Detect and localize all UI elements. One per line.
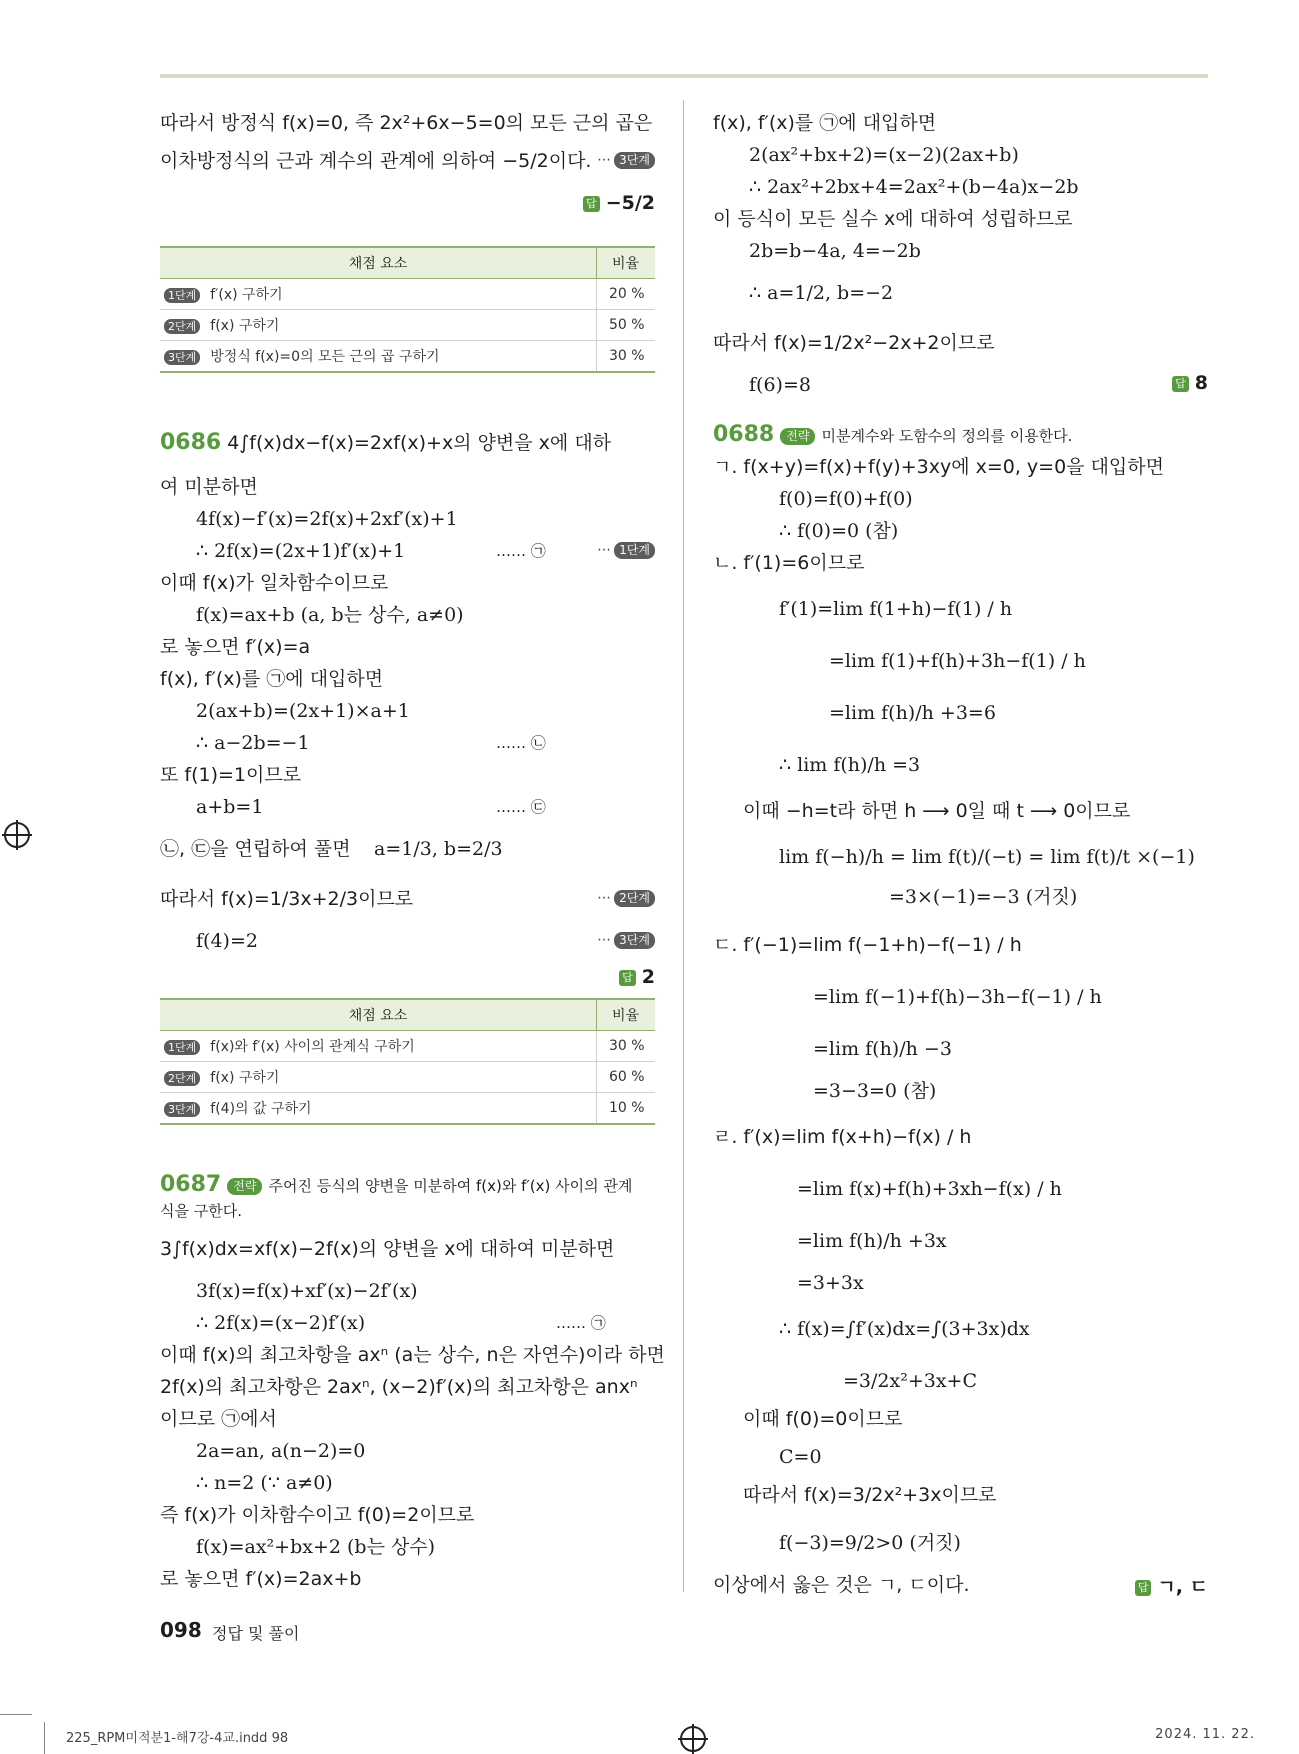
solution-text: 이때 f(0)=0이므로	[743, 1408, 903, 1430]
equation: ∴ 2f(x)=(x−2)f′(x)	[196, 1312, 366, 1334]
stage-badge: 3단계	[164, 350, 200, 365]
print-date: 2024. 11. 22.	[1155, 1727, 1255, 1742]
step-badge: 3단계	[614, 152, 655, 169]
equation: C=0	[779, 1446, 822, 1468]
equation: =3×(−1)=−3 (거짓)	[889, 886, 1078, 908]
equation: =3−3=0 (참)	[813, 1080, 937, 1102]
equation: ∴ f(0)=0 (참)	[779, 520, 899, 542]
page-number: 098	[160, 1618, 202, 1642]
row-pct: 30 %	[597, 341, 656, 373]
equation: 2(ax+b)=(2x+1)×a+1	[196, 700, 410, 722]
row-pct: 30 %	[597, 1031, 656, 1062]
problem-0688-header	[713, 422, 1072, 449]
ref-mark: …… ㉠	[556, 1314, 606, 1332]
step-badge: 1단계	[614, 542, 655, 559]
solution-text: 따라서 f(x)=3/2x²+3x이므로	[743, 1484, 997, 1506]
problem-number: 0687	[160, 1172, 222, 1197]
answer-0688	[1135, 1572, 1208, 1599]
strategy-text: 주어진 등식의 양변을 미분하여 f(x)와 f′(x) 사이의 관계	[268, 1177, 633, 1195]
equation: =lim f(x)+f(h)+3xh−f(x) / h	[797, 1178, 1062, 1200]
equation: ∴ n=2 (∵ a≠0)	[196, 1472, 333, 1494]
registration-mark-icon	[680, 1726, 706, 1752]
table-row	[160, 1062, 655, 1093]
table-header: 채점 요소	[160, 999, 597, 1031]
equation: f′(1)=lim f(1+h)−f(1) / h	[779, 598, 1013, 620]
stage-badge: 2단계	[164, 319, 200, 334]
solution-text: ㄴ. f′(1)=6이므로	[713, 552, 865, 574]
problem-text: 이때 f(x)의 최고차항을 axⁿ (a는 상수, n은 자연수)이라 하면	[160, 1344, 665, 1366]
problem-text: 따라서 f(x)=1/3x+2/3이므로	[160, 888, 414, 910]
scoring-table-2	[160, 998, 655, 1125]
intro-step-marker: ⋯ 3단계	[597, 152, 655, 169]
registration-mark-icon	[4, 822, 30, 848]
problem-text: f(x), f′(x)를 ㉠에 대입하면	[160, 668, 384, 690]
table-row	[160, 341, 655, 373]
equation: =lim f(−1)+f(h)−3h−f(−1) / h	[813, 986, 1102, 1008]
equation: 4f(x)−f′(x)=2f(x)+2xf′(x)+1	[196, 508, 458, 530]
equation: 3f(x)=f(x)+xf′(x)−2f′(x)	[196, 1280, 418, 1302]
equation: a=1/3, b=2/3	[374, 838, 503, 860]
problem-text: 3∫f(x)dx=xf(x)−2f(x)의 양변을 x에 대하여 미분하면	[160, 1238, 615, 1260]
row-text: f(x) 구하기	[210, 318, 280, 334]
equation: f(x)=ax+b (a, b는 상수, a≠0)	[196, 604, 464, 626]
answer-top	[1172, 372, 1208, 394]
strategy-text: 미분계수와 도함수의 정의를 이용한다.	[821, 427, 1073, 445]
answer-badge: 답	[1135, 1580, 1152, 1596]
row-text: f(x) 구하기	[210, 1070, 280, 1086]
stage-badge: 1단계	[164, 288, 200, 303]
equation: f(0)=f(0)+f(0)	[779, 488, 913, 510]
crop-mark	[0, 1714, 32, 1715]
ref-mark: …… ㉡	[496, 734, 546, 752]
problem-text: 이므로 ㉠에서	[160, 1408, 277, 1430]
intro-answer	[583, 192, 655, 214]
strategy-text: 식을 구한다.	[160, 1202, 242, 1220]
equation: =lim f(1)+f(h)+3h−f(1) / h	[829, 650, 1086, 672]
problem-text: 이때 f(x)가 일차함수이므로	[160, 572, 389, 594]
equation: =lim f(h)/h −3	[813, 1038, 952, 1060]
step-badge: 2단계	[614, 890, 655, 907]
table-row	[160, 310, 655, 341]
row-pct: 20 %	[597, 279, 656, 310]
solution-text: 이상에서 옳은 것은 ㄱ, ㄷ이다.	[713, 1574, 970, 1596]
equation: =3+3x	[797, 1272, 864, 1294]
problem-0687-header	[160, 1172, 632, 1199]
answer-value: −5/2	[605, 192, 655, 214]
answer-badge: 답	[1172, 376, 1189, 392]
problem-text: ㉡, ㉢을 연립하여 풀면	[160, 838, 351, 860]
problem-text: 2f(x)의 최고차항은 2axⁿ, (x−2)f′(x)의 최고차항은 anxⁿ	[160, 1376, 638, 1398]
scoring-table-1	[160, 246, 655, 373]
answer-value: 2	[641, 966, 655, 988]
row-pct: 60 %	[597, 1062, 656, 1093]
stage-badge: 1단계	[164, 1040, 200, 1055]
stage-badge: 3단계	[164, 1102, 200, 1117]
equation: a+b=1	[196, 796, 264, 818]
problem-text: 4∫f(x)dx−f(x)=2xf(x)+x의 양변을 x에 대하	[227, 432, 612, 454]
table-row	[160, 1031, 655, 1062]
stage-badge: 2단계	[164, 1071, 200, 1086]
row-text: 방정식 f(x)=0의 모든 근의 곱 구하기	[210, 349, 440, 365]
row-text: f(x)와 f′(x) 사이의 관계식 구하기	[210, 1039, 415, 1055]
table-header: 비율	[597, 999, 656, 1031]
solution-text: ㄹ. f′(x)=lim f(x+h)−f(x) / h	[713, 1126, 972, 1148]
answer-badge: 답	[619, 970, 636, 986]
equation: =lim f(h)/h +3x	[797, 1230, 947, 1252]
problem-0686-line-1	[160, 430, 611, 456]
table-row	[160, 279, 655, 310]
solution-text: ㄱ. f(x+y)=f(x)+f(y)+3xy에 x=0, y=0을 대입하면	[713, 456, 1164, 478]
equation: =3/2x²+3x+C	[843, 1370, 978, 1392]
problem-number: 0686	[160, 430, 222, 455]
equation: lim f(−h)/h = lim f(t)/(−t) = lim f(t)/t ×(−1)	[779, 846, 1195, 868]
problem-text: 여 미분하면	[160, 476, 258, 498]
top-rule	[160, 74, 1208, 78]
problem-text: 로 놓으면 f′(x)=a	[160, 636, 311, 658]
equation: ∴ f(x)=∫f′(x)dx=∫(3+3x)dx	[779, 1318, 1030, 1340]
ref-mark: …… ㉢	[496, 798, 546, 816]
equation: ∴ a−2b=−1	[196, 732, 310, 754]
equation: =lim f(h)/h +3=6	[829, 702, 996, 724]
ref-mark: …… ㉠	[496, 542, 546, 560]
intro-line-1: 따라서 방정식 f(x)=0, 즉 2x²+6x−5=0의 모든 근의 곱은	[160, 112, 653, 134]
problem-text: 로 놓으면 f′(x)=2ax+b	[160, 1568, 362, 1590]
answer-badge: 답	[583, 196, 600, 212]
equation: ∴ 2f(x)=(2x+1)f′(x)+1	[196, 540, 406, 562]
intro-line-2: 이차방정식의 근과 계수의 관계에 의하여 −5/2이다.	[160, 150, 592, 172]
equation: 2b=b−4a, 4=−2b	[749, 240, 921, 262]
row-pct: 50 %	[597, 310, 656, 341]
solution-text: 이때 −h=t라 하면 h ⟶ 0일 때 t ⟶ 0이므로	[743, 800, 1131, 822]
equation: 2a=an, a(n−2)=0	[196, 1440, 366, 1462]
answer-value: 8	[1194, 372, 1208, 394]
step-marker: ⋯ 3단계	[597, 932, 655, 949]
table-header: 비율	[597, 247, 656, 279]
equation: f(4)=2	[196, 930, 258, 952]
crop-mark	[44, 1722, 45, 1754]
solution-text: 이 등식이 모든 실수 x에 대하여 성립하므로	[713, 208, 1073, 230]
solution-text: ㄷ. f′(−1)=lim f(−1+h)−f(−1) / h	[713, 934, 1022, 956]
strategy-badge: 전략	[780, 428, 815, 445]
equation: f(x)=ax²+bx+2 (b는 상수)	[196, 1536, 436, 1558]
problem-number: 0688	[713, 422, 775, 447]
equation: 2(ax²+bx+2)=(x−2)(2ax+b)	[749, 144, 1019, 166]
row-text: f′(x) 구하기	[210, 287, 283, 303]
footer-label: 정답 및 풀이	[212, 1624, 300, 1643]
step-marker: ⋯ 2단계	[597, 890, 655, 907]
problem-text: 즉 f(x)가 이차함수이고 f(0)=2이므로	[160, 1504, 475, 1526]
print-info: 225_RPM미적분1-해7강-4교.indd 98	[66, 1731, 289, 1746]
solution-text: 따라서 f(x)=1/2x²−2x+2이므로	[713, 332, 995, 354]
column-divider	[683, 100, 684, 1592]
step-marker: ⋯ 1단계	[597, 542, 655, 559]
equation: ∴ lim f(h)/h =3	[779, 754, 921, 776]
row-text: f(4)의 값 구하기	[210, 1101, 312, 1117]
answer-value: ㄱ, ㄷ	[1157, 1576, 1208, 1598]
equation: ∴ 2ax²+2bx+4=2ax²+(b−4a)x−2b	[749, 176, 1079, 198]
equation: f(6)=8	[749, 374, 811, 396]
equation: f(−3)=9/2>0 (거짓)	[779, 1532, 961, 1554]
equation: ∴ a=1/2, b=−2	[749, 282, 894, 304]
solution-text: f(x), f′(x)를 ㉠에 대입하면	[713, 112, 937, 134]
row-pct: 10 %	[597, 1093, 656, 1125]
table-header: 채점 요소	[160, 247, 597, 279]
step-badge: 3단계	[614, 932, 655, 949]
answer-0686	[619, 966, 655, 988]
table-row	[160, 1093, 655, 1125]
problem-text: 또 f(1)=1이므로	[160, 764, 302, 786]
strategy-badge: 전략	[227, 1178, 262, 1195]
